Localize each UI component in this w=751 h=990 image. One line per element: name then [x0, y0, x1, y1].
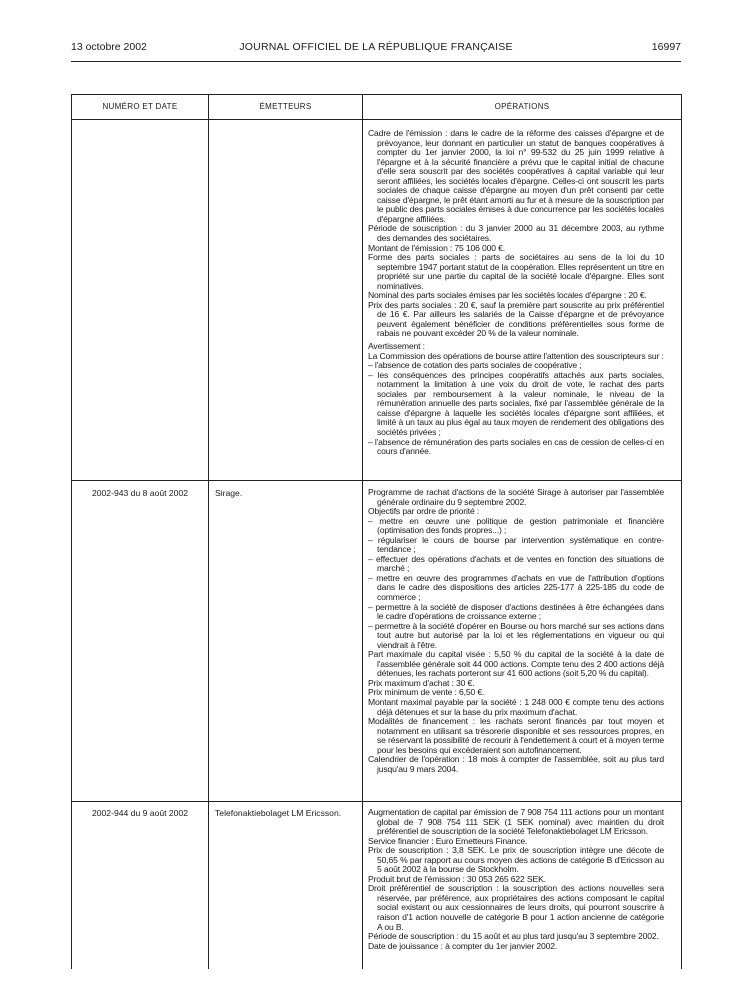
operations-paragraph: Période de souscription : du 3 janvier 2000 au 31 décembre 2003, au rythme des demandes des sociétaires.	[368, 223, 664, 244]
operations-paragraph: Montant de l'émission : 75 106 000 €.	[368, 242, 506, 253]
operations-list-item: – permettre à la société d'opérer en Bourse ou hors marché sur ses actions dans tout autre but autorisé par la loi et les réglementations en vigueur ou qui viendrait à l'être.	[368, 620, 664, 650]
operations-paragraph: Prix de souscription : 3,8 SEK. Le prix de souscription intègre une décote de 50,65 % par rapport au cours moyen des actions de catégorie B d'Ericsson au 5 août 2002 à la bourse de Stockholm.	[368, 845, 664, 875]
operations-paragraph: Calendrier de l'opération : 18 mois à compter de l'assemblée, soit au plus tard jusqu'au 9 mars 2004.	[368, 754, 664, 774]
page-number: 16997	[651, 41, 681, 53]
column-divider	[362, 95, 363, 969]
operations-cell	[368, 488, 664, 774]
operations-paragraph: Cadre de l'émission : dans le cadre de la réforme des caisses d'épargne et de prévoyance, leur donnant en particulier un statut de banques coopératives à compter du 1er janvier 2000, la loi n° 99-532 du 25 juin 1999 relative à l'épargne et à la sécurité financière a prévu que le capital initial de chacune d'elle sera souscrit par des sociétés coopératives à capital variable qui leur seront affiliées, les sociétés locales d'épargne. Celles-ci ont souscrit les parts sociales de chaque caisse d'épargne au moyen d'un prêt consenti par cette caisse d'épargne, le prêt étant amorti au fur et à mesure de la souscription par le public des parts sociales émises à due concurrence par les sociétés locales d'épargne affiliées.	[368, 128, 664, 224]
operation-number: 2002-943 du 8 août 2002	[91, 488, 189, 498]
operations-list-item: – effectuer des opérations d'achats et de ventes en fonction des situations de marché ;	[368, 553, 664, 574]
operations-list-item: – l'absence de rémunération des parts sociales en cas de cession de celles-ci en cours d'année.	[368, 436, 664, 457]
operations-cell	[368, 129, 664, 457]
operations-paragraph: Augmentation de capital par émission de 7 908 754 111 actions pour un montant global de 7 908 754 111 SEK (1 SEK nominal) avec maintien du droit préférentiel de souscription de la société Telefonaktiebolaget LM Ericsson.	[368, 807, 664, 837]
operations-paragraph: Forme des parts sociales : parts de sociétaires au sens de la loi du 10 septembre 1947 portant statut de la coopération. Elles représentent un titre en propriété sur une partie du capital de la société locale d'épargne. Elles sont nominatives.	[368, 252, 664, 291]
operations-list-item: – mettre en œuvre une politique de gestion patrimoniale et financière (optimisation des fonds propres...) ;	[368, 515, 664, 536]
operations-paragraph: Montant maximal payable par la société : 1 248 000 € compte tenu des actions déjà détenues et sur la base du prix maximum d'achat.	[368, 697, 664, 717]
issuer-name: Telefonaktiebolaget LM Ericsson.	[215, 808, 342, 818]
operations-paragraph: Part maximale du capital visée : 5,50 % du capital de la société à la date de l'assemblée générale soit 44 000 actions. Compte tenu des 2 400 actions déjà détenues, les rachats porteront sur 41 600 actions (soit 5,20 % du capital).	[368, 649, 664, 679]
operations-paragraph: Prix minimum de vente : 6,50 €.	[368, 687, 485, 698]
operations-paragraph: La Commission des opérations de bourse attire l'attention des souscripteurs sur :	[368, 350, 664, 361]
operations-paragraph: Période de souscription : du 15 août et au plus tard jusqu'au 3 septembre 2002.	[368, 931, 659, 942]
issuer-name: Sirage.	[215, 488, 243, 498]
row-rule	[72, 480, 681, 481]
operations-cell	[368, 808, 664, 951]
issue-date: 13 octobre 2002	[71, 41, 147, 53]
operations-paragraph: Service financier : Euro Emetteurs Finance.	[368, 835, 528, 846]
header-row-rule	[72, 119, 681, 120]
operations-paragraph: Avertissement :	[368, 341, 425, 352]
operations-list-item: – régulariser le cours de bourse par intervention systématique en contre-tendance ;	[368, 534, 664, 555]
operation-number: 2002-944 du 9 août 2002	[91, 808, 189, 818]
operations-list-item: – permettre à la société de disposer d'actions destinées à être échangées dans le cadre d'opérations de croissance externe ;	[368, 601, 664, 622]
row-rule	[72, 801, 681, 802]
operations-list-item: – l'absence de cotation des parts sociales de coopérative ;	[368, 360, 582, 371]
operations-list-item: – mettre en œuvre des programmes d'achats en vue de l'attribution d'options dans le cadre des dispositions des articles 225-177 à 225-185 du code de commerce ;	[368, 572, 664, 603]
operations-paragraph: Nominal des parts sociales émises par les sociétés locales d'épargne : 20 €.	[368, 290, 647, 301]
operations-paragraph: Prix des parts sociales : 20 €, sauf la première part souscrite au prix préférentiel de 16 €. Par ailleurs les salariés de la Caisse d'épargne et de prévoyance peuvent également bénéficier de conditions préférentielles sous forme de rabais ne pouvant excéder 20 % de la valeur nominale.	[368, 299, 664, 339]
operations-paragraph: Date de jouissance : à compter du 1er janvier 2002.	[368, 940, 558, 951]
journal-title: JOURNAL OFFICIEL DE LA RÉPUBLIQUE FRANÇAISE	[239, 41, 513, 53]
operations-paragraph: Prix maximum d'achat : 30 €.	[368, 677, 475, 688]
operations-paragraph: Modalités de financement : les rachats seront financés par tout moyen et notamment en utilisant sa trésorerie disponible et ses ressources propres, en se réservant la possibilité de recourir à l'endettement à court et à moyen terme pour les besoins qui excéderaient son autofinancement.	[368, 716, 664, 755]
operations-paragraph: Programme de rachat d'actions de la société Sirage à autoriser par l'assemblée générale ordinaire du 9 septembre 2002.	[368, 487, 664, 507]
operations-paragraph: Objectifs par ordre de priorité :	[368, 506, 480, 517]
operations-paragraph: Droit préférentiel de souscription : la souscription des actions nouvelles sera réservée, par préférence, aux propriétaires des actions composant le capital social existant ou aux cessionnaires de leurs droits, qui pourront souscrire à raison d'1 action nouvelle de catégorie B pour 1 action ancienne de catégorie A ou B.	[368, 883, 664, 932]
column-header-number: NUMÉRO ET DATE	[102, 102, 178, 111]
running-header	[71, 41, 681, 57]
operations-list-item: – les conséquences des principes coopératifs attachés aux parts sociales, notamment la limitation à une voix du droit de vote, le rachat des parts sociales par remboursement à la valeur nominale, le niveau de la rémunération annuelle des parts sociales, fixé par l'assemblée générale de la caisse d'épargne à laquelle les sociétés locales d'épargne sont affiliées, et limité à un taux au plus égal au taux moyen de rendement des obligations des sociétés privées ;	[368, 369, 664, 437]
operations-table	[71, 94, 682, 969]
header-rule	[71, 61, 681, 62]
column-header-issuers: ÉMETTEURS	[259, 102, 312, 111]
operations-paragraph: Produit brut de l'émission : 30 053 265 622 SEK.	[368, 873, 546, 884]
column-divider	[208, 95, 209, 969]
column-header-operations: OPÉRATIONS	[494, 102, 550, 111]
